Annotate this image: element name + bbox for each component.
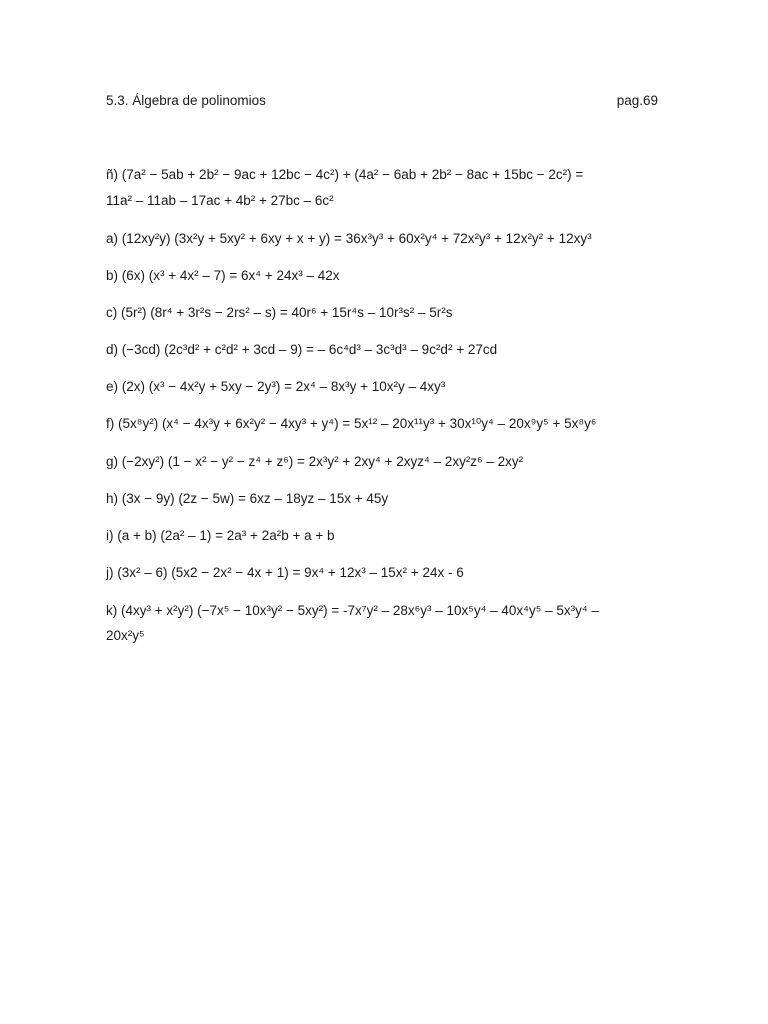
exercise-e: e) (2x) (x³ − 4x²y + 5xy − 2y³) = 2x⁴ – 8x³y + 10x²y – 4xy³ [106,379,446,394]
exercise-b: b) (6x) (x³ + 4x² – 7) = 6x⁴ + 24x³ – 42x [106,268,340,283]
exercise-g: g) (−2xy²) (1 − x² − y² − z⁴ + z⁶) = 2x³y² + 2xy⁴ + 2xyz⁴ – 2xy²z⁶ – 2xy² [106,454,524,469]
exercise-n-line-2: 11a² – 11ab – 17ac + 4b² + 27bc – 6c² [106,193,334,208]
exercise-f: f) (5x⁸y²) (x⁴ − 4x³y + 6x²y² − 4xy³ + y⁴) = 5x¹² – 20x¹¹y³ + 30x¹⁰y⁴ – 20x⁹y⁵ + 5x⁸y⁶ [106,416,597,431]
exercise-j: j) (3x² – 6) (5x2 − 2x² − 4x + 1) = 9x⁴ + 12x³ – 15x² + 24x - 6 [106,565,464,580]
exercise-h: h) (3x − 9y) (2z − 5w) = 6xz – 18yz – 15x + 45y [106,491,389,506]
exercise-a: a) (12xy²y) (3x²y + 5xy² + 6xy + x + y) = 36x³y³ + 60x²y⁴ + 72x²y³ + 12x²y² + 12xy³ [106,231,592,246]
exercise-i: i) (a + b) (2a² – 1) = 2a³ + 2a²b + a + b [106,528,335,543]
exercise-c: c) (5r²) (8r⁴ + 3r²s − 2rs² – s) = 40r⁶ + 15r⁴s – 10r³s² – 5r²s [106,305,453,320]
exercise-k-line-1: k) (4xy³ + x²y²) (−7x⁵ − 10x³y² − 5xy²) = -7x⁷y² – 28x⁶y³ – 10x⁵y⁴ – 40x⁴y⁵ – 5x³y⁴ – [106,603,599,618]
exercise-n-line-1: ñ) (7a² − 5ab + 2b² − 9ac + 12bc − 4c²) + (4a² − 6ab + 2b² − 8ac + 15bc − 2c²) = [106,167,584,182]
exercise-d: d) (−3cd) (2c³d² + c²d² + 3cd – 9) = – 6c⁴d³ – 3c³d³ – 9c²d² + 27cd [106,342,498,357]
page-number: pag.69 [616,93,658,108]
section-title: 5.3. Álgebra de polinomios [106,93,266,108]
exercise-k-line-2: 20x²y⁵ [106,628,145,643]
page-header [106,93,658,113]
